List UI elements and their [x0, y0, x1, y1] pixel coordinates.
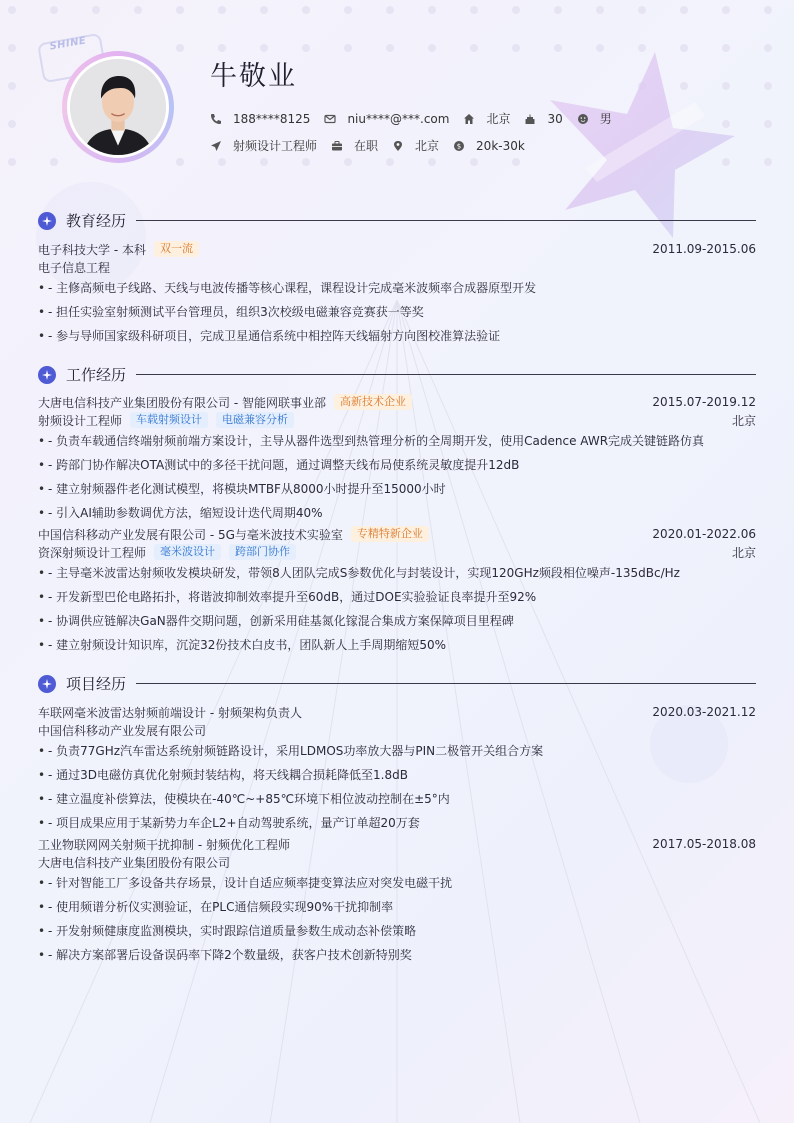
list-item: • - 项目成果应用于某新势力车企L2+自动驾驶系统，量产订单超20万套 [38, 811, 756, 835]
status-text: 在职 [354, 139, 379, 153]
list-item: • - 开发新型巴伦电路拓扑，将谐波抑制效率提升至60dB，通过DOE实验验证良率提升至92% [38, 585, 756, 609]
skill-tag: 电磁兼容分析 [216, 412, 294, 428]
job-date: 2015.07-2019.12 [652, 395, 756, 409]
salary-text: 20k-30k [476, 138, 525, 153]
skill-tag: 车载射频设计 [130, 412, 208, 428]
education-bullets [38, 276, 756, 348]
list-item: • - 开发射频健康度监测模块，实时跟踪信道质量参数生成动态补偿策略 [38, 919, 756, 943]
list-item: • - 主修高频电子线路、天线与电波传播等核心课程，课程设计完成毫米波频率合成器原型开发 [38, 276, 756, 300]
section-title: 项目经历 [66, 675, 127, 693]
section-sparkle-icon [38, 366, 56, 384]
company-tag: 专精特新企业 [351, 526, 429, 542]
skill-tag: 跨部门协作 [229, 544, 296, 560]
project-org: 中国信科移动产业发展有限公司 [38, 723, 207, 738]
company-name: 大唐电信科技产业集团股份有限公司 - 智能网联事业部 [38, 395, 326, 410]
list-item: • - 跨部门协作解决OTA测试中的多径干扰问题，通过调整天线布局使系统灵敏度提升12dB [38, 453, 756, 477]
target-city-item [392, 137, 439, 154]
job-bullets [38, 429, 756, 525]
gender-item [577, 110, 612, 127]
email-text: niu****@***.com [347, 111, 450, 126]
list-item: • - 建立射频器件老化测试模型，将模块MTBF从8000小时提升至15000小时 [38, 477, 756, 501]
target-position-text: 射频设计工程师 [233, 139, 318, 153]
list-item: • - 使用频谱分析仪实测验证，在PLC通信频段实现90%干扰抑制率 [38, 895, 756, 919]
salary-item [453, 139, 525, 153]
list-item: • - 通过3D电磁仿真优化射频封装结构，将天线耦合损耗降低至1.8dB [38, 763, 756, 787]
svg-text:$: $ [456, 141, 462, 150]
location-text: 北京 [486, 112, 511, 126]
company-name: 中国信科移动产业发展有限公司 - 5G与毫米波技术实验室 [38, 527, 343, 542]
status-item [331, 137, 378, 154]
briefcase-icon [331, 140, 343, 152]
money-icon [453, 140, 465, 152]
section-title: 工作经历 [66, 366, 127, 384]
section-divider [136, 374, 756, 375]
target-position-item [210, 137, 317, 154]
cake-icon [524, 113, 536, 125]
location-item [463, 110, 510, 127]
list-item: • - 主导毫米波雷达射频收发模块研发，带领8人团队完成S参数优化与封装设计，实现120GHz频段相位噪声-135dBc/Hz [38, 561, 756, 585]
project-entry [38, 703, 756, 835]
gender-text: 男 [599, 112, 612, 126]
phone-text: 188****8125 [233, 111, 311, 126]
work-entry [38, 393, 756, 525]
section-education-header [38, 210, 756, 231]
job-bullets [38, 561, 756, 657]
project-bullets [38, 871, 756, 967]
email-item [324, 112, 449, 126]
avatar-photo [70, 59, 166, 155]
job-role: 射频设计工程师 [38, 413, 123, 428]
phone-icon [210, 113, 222, 125]
send-icon [210, 140, 222, 152]
school-tag: 双一流 [154, 241, 199, 257]
list-item: • - 建立温度补偿算法，使模块在-40℃~+85℃环境下相位波动控制在±5°内 [38, 787, 756, 811]
education-entry [38, 240, 756, 348]
avatar-frame [62, 51, 174, 163]
list-item: • - 协调供应链解决GaN器件交期问题，创新采用硅基氮化镓混合集成方案保障项目里程碑 [38, 609, 756, 633]
section-sparkle-icon [38, 212, 56, 230]
age-item [524, 112, 562, 126]
company-tag: 高新技术企业 [334, 394, 412, 410]
job-city: 北京 [731, 545, 756, 560]
section-work-header [38, 364, 756, 385]
project-entry [38, 835, 756, 967]
mail-icon [324, 113, 336, 125]
list-item: • - 解决方案部署后设备误码率下降2个数量级，获客户技术创新特别奖 [38, 943, 756, 967]
list-item: • - 参与导师国家级科研项目，完成卫星通信系统中相控阵天线辐射方向图校准算法验证 [38, 324, 756, 348]
job-role: 资深射频设计工程师 [38, 545, 147, 560]
major: 电子信息工程 [38, 260, 111, 275]
project-date: 2020.03-2021.12 [652, 705, 756, 719]
project-name: 工业物联网网关射频干扰抑制 - 射频优化工程师 [38, 837, 290, 852]
section-title: 教育经历 [66, 212, 127, 230]
job-intent-row [210, 137, 539, 154]
section-projects-header [38, 673, 756, 694]
age-text: 30 [547, 111, 563, 126]
list-item: • - 建立射频设计知识库，沉淀32份技术白皮书，团队新人上手周期缩短50% [38, 633, 756, 657]
phone-item [210, 112, 310, 126]
map-pin-icon [392, 140, 404, 152]
list-item: • - 担任实验室射频测试平台管理员，组织3次校级电磁兼容竞赛获一等奖 [38, 300, 756, 324]
avatar [67, 56, 169, 158]
list-item: • - 负责77GHz汽车雷达系统射频链路设计，采用LDMOS功率放大器与PIN二极管开关组合方案 [38, 739, 756, 763]
project-name: 车联网毫米波雷达射频前端设计 - 射频架构负责人 [38, 705, 302, 720]
target-city-text: 北京 [415, 139, 440, 153]
school-line: 电子科技大学 - 本科 [38, 242, 146, 257]
project-bullets [38, 739, 756, 835]
project-date: 2017.05-2018.08 [652, 837, 756, 851]
education-date: 2011.09-2015.06 [652, 242, 756, 256]
list-item: • - 负责车载通信终端射频前端方案设计，主导从器件选型到热管理分析的全周期开发，使用Cadence AWR完成关键链路仿真 [38, 429, 756, 453]
project-org: 大唐电信科技产业集团股份有限公司 [38, 855, 231, 870]
skill-tag: 毫米波设计 [154, 544, 221, 560]
list-item: • - 针对智能工厂多设备共存场景，设计自适应频率捷变算法应对突发电磁干扰 [38, 871, 756, 895]
section-divider [136, 683, 756, 684]
list-item: • - 引入AI辅助参数调优方法，缩短设计迭代周期40% [38, 501, 756, 525]
job-date: 2020.01-2022.06 [652, 527, 756, 541]
work-entry [38, 525, 756, 657]
home-icon [463, 113, 475, 125]
section-divider [136, 220, 756, 221]
contact-row [210, 110, 626, 127]
candidate-name: 牛敬业 [210, 61, 297, 92]
shine-badge-text: SHINE [48, 35, 88, 53]
section-sparkle-icon [38, 675, 56, 693]
person-icon [577, 113, 589, 125]
job-city: 北京 [731, 413, 756, 428]
